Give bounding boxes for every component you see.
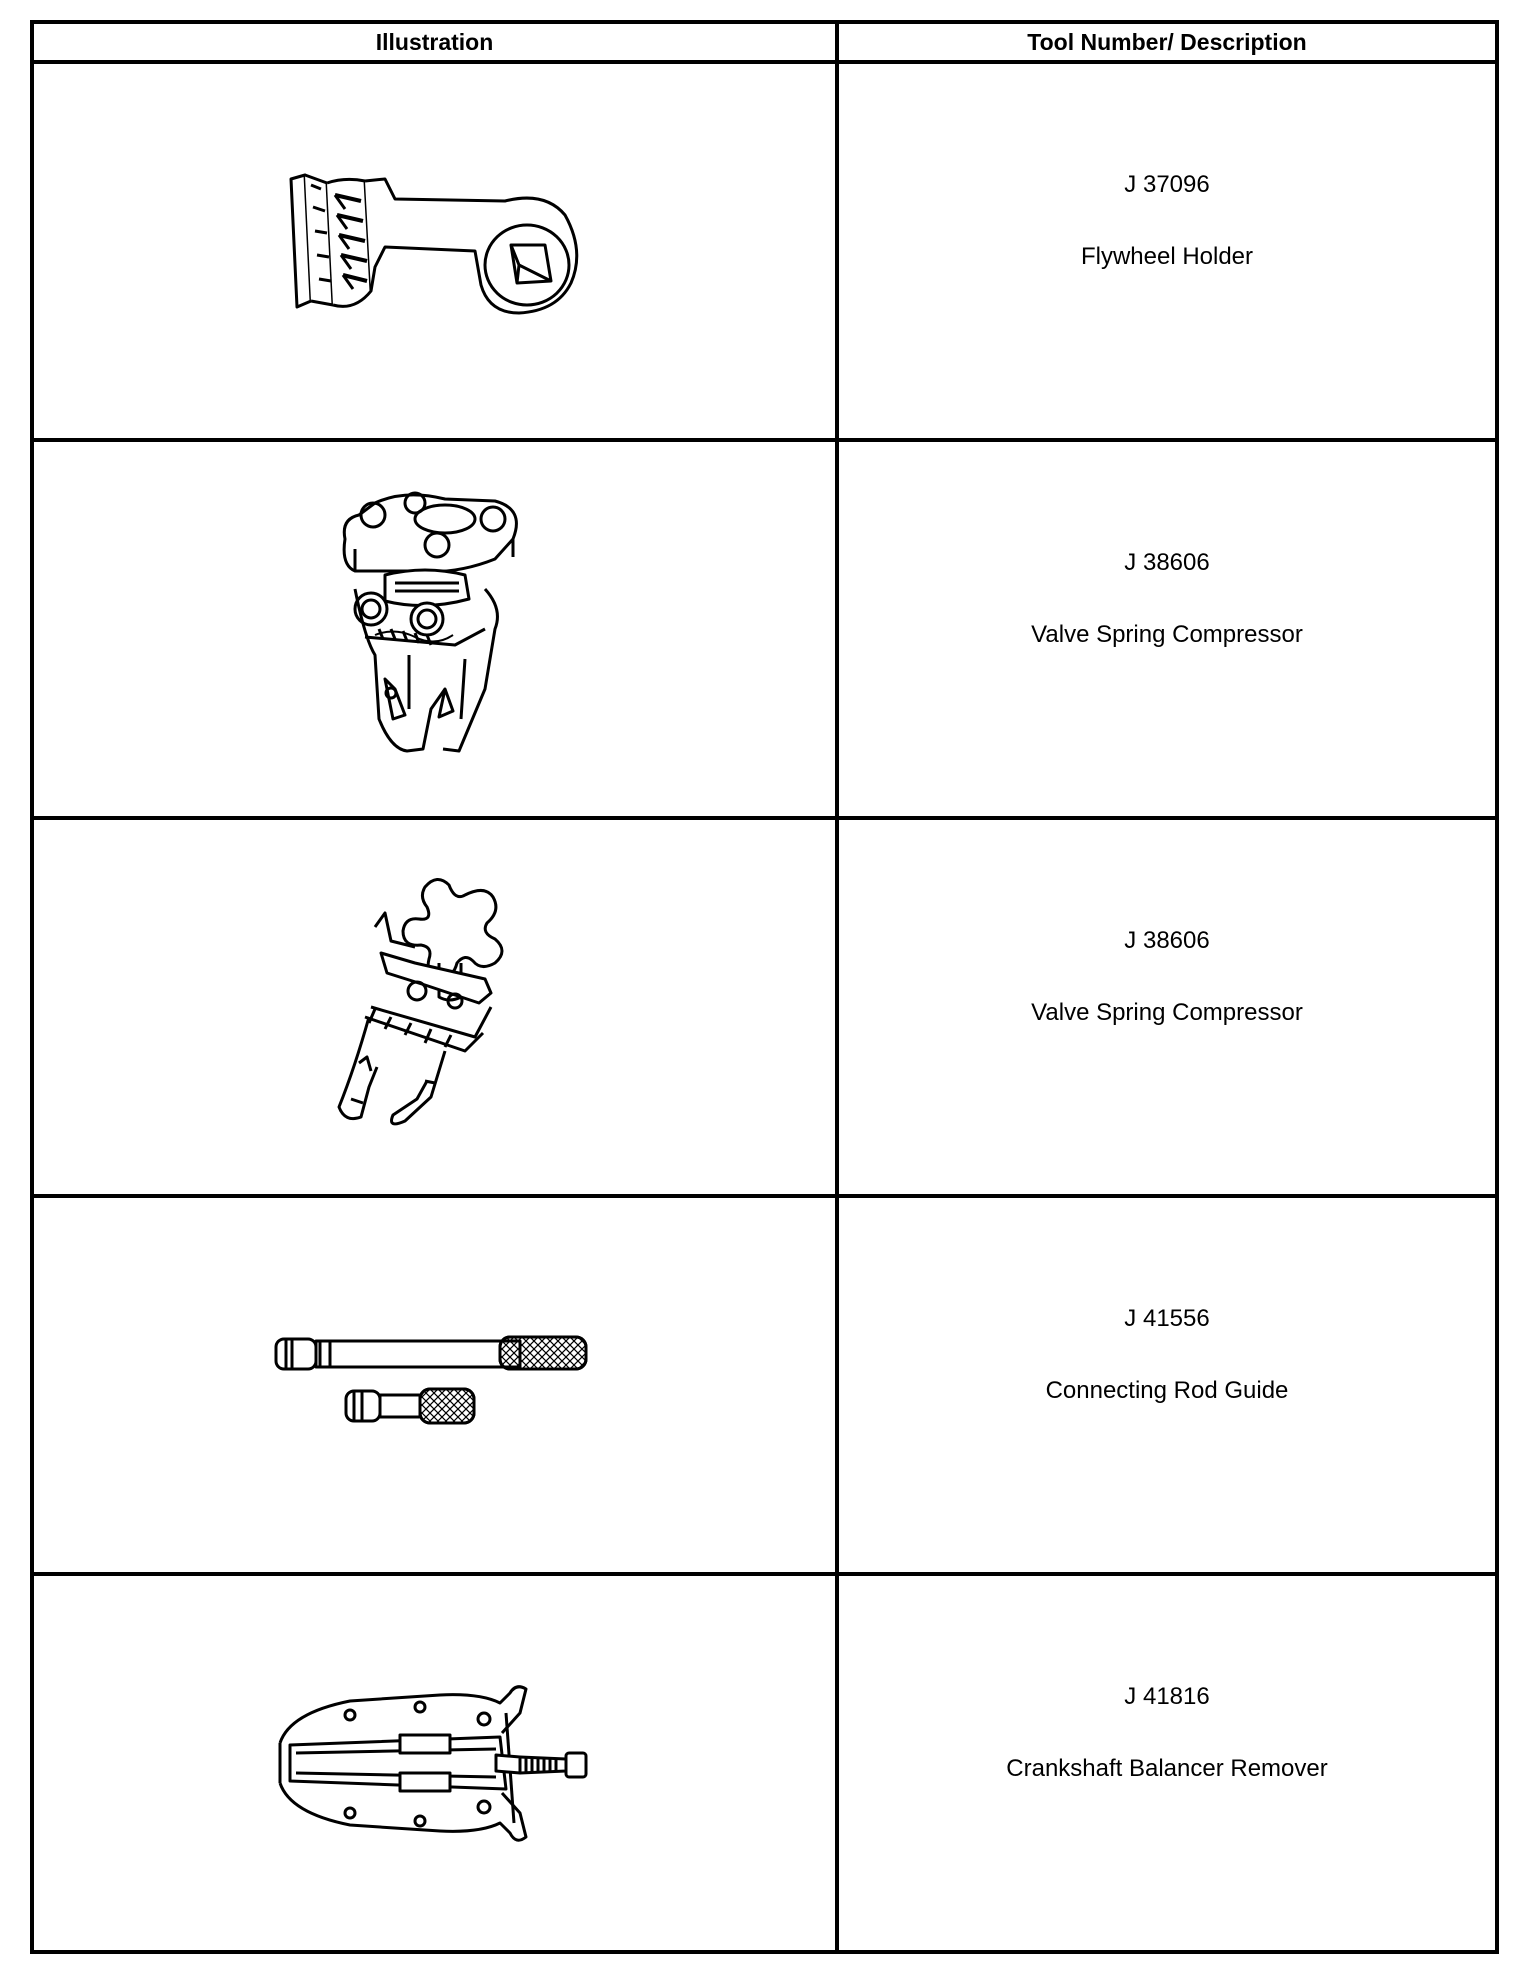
tool-description: Flywheel Holder [1080,243,1254,270]
description-cell [837,818,1497,1196]
table-row [32,62,1497,440]
tool-description: Connecting Rod Guide [1045,1377,1289,1404]
table-row [32,440,1497,818]
crankshaft-balancer-remover-icon [270,1673,600,1853]
tools-table [30,20,1499,1954]
header-tool-description: Tool Number/ Description [837,22,1497,62]
table-row [32,1574,1497,1952]
connecting-rod-guide-icon [270,1325,600,1445]
header-illustration: Illustration [32,22,837,62]
tool-number: J 41556 [1124,1305,1210,1332]
tool-description: Crankshaft Balancer Remover [1006,1755,1328,1782]
tool-description: Valve Spring Compressor [1031,999,1303,1026]
illustration-cell [32,818,837,1196]
illustration-cell [32,440,837,818]
table-row [32,818,1497,1196]
table-row [32,1196,1497,1574]
illustration-cell [32,62,837,440]
tool-number: J 38606 [1124,927,1210,954]
description-cell [837,440,1497,818]
table-header-row [32,22,1497,62]
illustration-cell [32,1196,837,1574]
description-cell [837,1196,1497,1574]
tool-number: J 38606 [1124,549,1210,576]
valve-spring-compressor-icon [335,479,535,779]
tool-number: J 41816 [1124,1683,1210,1710]
tool-number: J 37096 [1124,171,1210,198]
description-cell [837,1574,1497,1952]
flywheel-holder-icon [275,171,595,331]
description-cell [837,62,1497,440]
tool-description: Valve Spring Compressor [1031,621,1303,648]
illustration-cell [32,1574,837,1952]
valve-spring-compressor-alt-icon [315,867,555,1147]
